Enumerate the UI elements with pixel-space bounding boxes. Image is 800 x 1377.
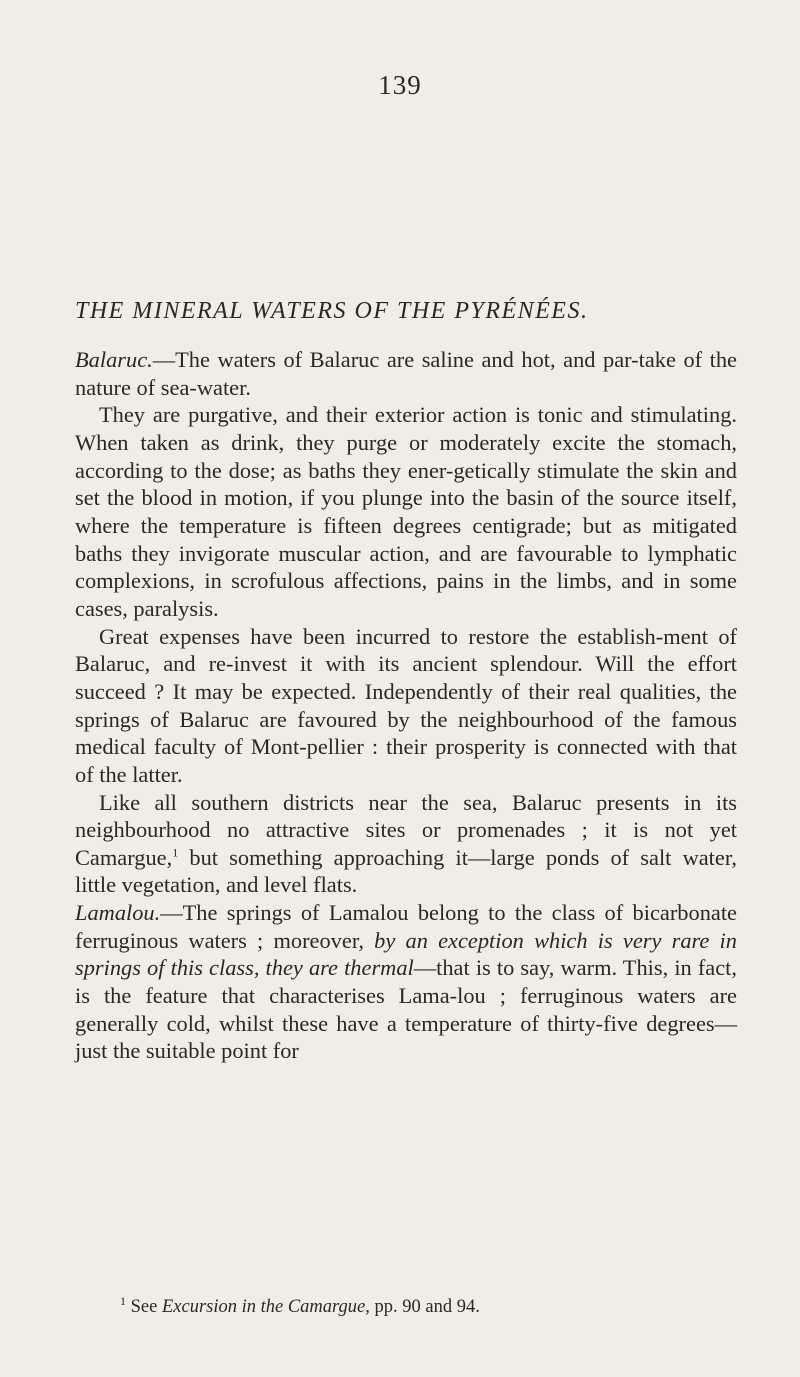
emphasized-text: by an exception which is very rare in springs of this class, they are thermal <box>75 927 737 981</box>
paragraph-balaruc-establishment: Great expenses have been incurred to restore the establish-ment of Balaruc, and re-invest it with its ancient splendour. Will the effort succeed ? It may be expected. Independently of their real qualities, the springs of Balaruc are favoured by the neighbourhood of the famous medical faculty of Mont-pellier : their prosperity is connected with that of the latter. <box>75 623 737 787</box>
paragraph-balaruc-effects: They are purgative, and their exterior action is tonic and stimulating. When taken as drink, they purge or moderately excite the stomach, according to the dose; as baths they ener-getically stimulate the skin and set the blood in motion, if you plunge into the basin of the source itself, where the temperature is fifteen degrees centigrade; but as mitigated baths they invigorate muscular action, and are favourable to lymphatic complexions, in scrofulous affections, pains in the limbs, and in some cases, paralysis. <box>75 402 737 621</box>
paragraph-text: Like all southern districts near the sea, Balaruc presents in its neighbourhood no attractive sites or promenades ; it is not yet Camargue, <box>75 789 737 870</box>
paragraph-balaruc-surroundings <box>75 789 737 900</box>
body-text <box>75 346 737 1065</box>
footnote-text: , pp. 90 and 94. <box>365 1297 480 1317</box>
footnote-text: See <box>126 1297 162 1317</box>
paragraph-text: —The springs of Lamalou belong to the class of bicarbonate ferruginous waters ; moreover, <box>75 900 737 953</box>
section-heading-lamalou: Lamalou. <box>75 900 161 926</box>
footnote-cited-title: Excursion in the Camargue <box>161 1297 366 1317</box>
footnote <box>120 1293 760 1318</box>
section-heading-balaruc: Balaruc. <box>75 347 153 372</box>
paragraph-balaruc-intro <box>75 346 737 401</box>
chapter-title: THE MINERAL WATERS OF THE PYRÉNÉES. <box>75 298 589 324</box>
paragraph-lamalou <box>75 899 737 1065</box>
paragraph-text: but something approaching it—large ponds of salt water, little vegetation, and level flats. <box>75 844 737 898</box>
footnote-reference: 1 <box>172 845 179 860</box>
paragraph-text: —The waters of Balaruc are saline and hot, and par-take of the nature of sea-water. <box>75 347 737 400</box>
paragraph-text: —that is to say, warm. This, in fact, is the feature that characterises Lama-lou ; ferruginous waters are generally cold, whilst these have a temperature of thirty-five degrees—just the suitable point for <box>75 955 738 1064</box>
footnote-marker: 1 <box>120 1293 126 1308</box>
page-number: 139 <box>378 70 422 100</box>
